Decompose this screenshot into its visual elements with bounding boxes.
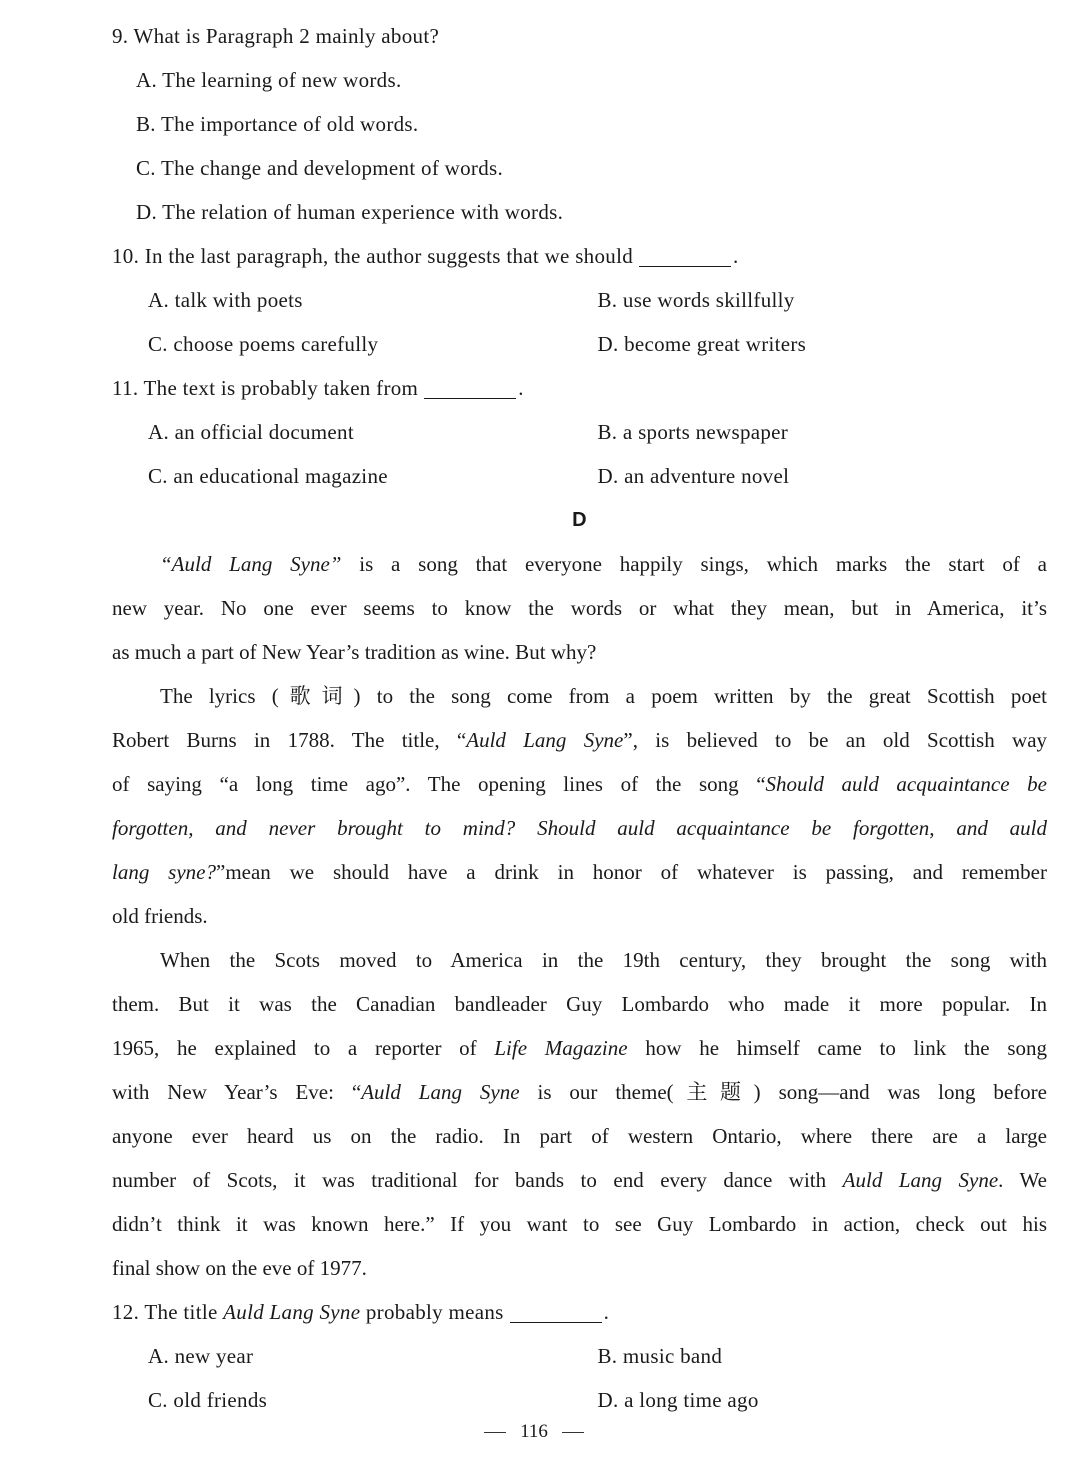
question-12: 12. The title Auld Lang Syne probably means . (112, 1300, 610, 1324)
passage-paragraph-2 (112, 674, 1047, 938)
passage-line: them. But it was the Canadian bandleader Guy Lombardo who made it more popular. In (112, 992, 1047, 1016)
passage-line: final show on the eve of 1977. (112, 1256, 367, 1280)
question-11-option-c: C. an educational magazine (148, 464, 388, 488)
question-10-options-row-2 (112, 322, 1047, 366)
page-number: 116 (520, 1421, 548, 1442)
question-11-stem: 11. The text is probably taken from (112, 376, 419, 400)
passage-line: 1965, he explained to a reporter of Life Magazine how he himself came to link the song (112, 1036, 1047, 1060)
question-12-options-row-1 (112, 1334, 1047, 1378)
passage-line: “Auld Lang Syne” is a song that everyone happily sings, which marks the start of a (160, 552, 1047, 576)
question-9-stem: 9. What is Paragraph 2 mainly about? (112, 24, 440, 48)
passage-line: with New Year’s Eve: “Auld Lang Syne is our theme(主题) song—and was long before (112, 1080, 1047, 1104)
question-11-option-d: D. an adventure novel (597, 464, 790, 488)
passage-paragraph-3 (112, 938, 1047, 1290)
question-10-options-row-1 (112, 278, 1047, 322)
passage-line: old friends. (112, 904, 208, 928)
question-11 (112, 366, 1047, 410)
question-11-option-a: A. an official document (148, 420, 354, 444)
question-10 (112, 234, 1047, 278)
question-11-options-row-1 (112, 410, 1047, 454)
question-10-option-c: C. choose poems carefully (148, 332, 379, 356)
passage-line: new year. No one ever seems to know the words or what they mean, but in America, it’s (112, 596, 1047, 620)
question-11-option-b: B. a sports newspaper (597, 420, 789, 444)
passage-line: Robert Burns in 1788. The title, “Auld Lang Syne”, is believed to be an old Scottish way (112, 728, 1047, 752)
answer-blank (510, 1321, 602, 1323)
answer-blank (639, 265, 731, 267)
page-number-dash-left (484, 1432, 506, 1433)
page-number-footer (0, 1416, 1068, 1448)
question-11-options-row-2 (112, 454, 1047, 498)
passage-paragraph-1 (112, 542, 1047, 674)
passage-line: of saying “a long time ago”. The opening lines of the song “Should auld acquaintance be (112, 772, 1047, 796)
question-10-option-b: B. use words skillfully (597, 288, 795, 312)
passage-line: The lyrics (歌词) to the song come from a poem written by the great Scottish poet (160, 684, 1047, 708)
page-number-dash-right (562, 1432, 584, 1433)
passage-line: lang syne?”mean we should have a drink in honor of whatever is passing, and remember (112, 860, 1047, 884)
period: . (518, 376, 524, 400)
passage-line: When the Scots moved to America in the 19th century, they brought the song with (160, 948, 1047, 972)
passage-line: forgotten, and never brought to mind? Should auld acquaintance be forgotten, and auld (112, 816, 1047, 840)
passage-line: number of Scots, it was traditional for bands to end every dance with Auld Lang Syne. We (112, 1168, 1047, 1192)
passage-line: anyone ever heard us on the radio. In part of western Ontario, where there are a large (112, 1124, 1047, 1148)
question-9-option-a: A. The learning of new words. (136, 68, 402, 92)
song-title: “Auld Lang Syne” (160, 552, 342, 576)
document-page (112, 14, 1047, 1422)
question-9-option-c: C. The change and development of words. (136, 156, 504, 180)
question-10-option-d: D. become great writers (597, 332, 807, 356)
question-10-stem: 10. In the last paragraph, the author suggests that we should (112, 244, 634, 268)
period: . (733, 244, 739, 268)
question-12-option-a: A. new year (148, 1344, 254, 1368)
question-9-option-b: B. The importance of old words. (136, 112, 419, 136)
question-12-option-d: D. a long time ago (597, 1388, 759, 1412)
passage-line: as much a part of New Year’s tradition as wine. But why? (112, 640, 597, 664)
passage-line: didn’t think it was known here.” If you want to see Guy Lombardo in action, check out his (112, 1212, 1047, 1236)
period: . (603, 1300, 610, 1324)
question-9-option-d: D. The relation of human experience with words. (136, 200, 564, 224)
question-10-option-a: A. talk with poets (148, 288, 303, 312)
section-heading: D (572, 509, 587, 531)
answer-blank (424, 397, 516, 399)
question-12-option-b: B. music band (597, 1344, 723, 1368)
question-12-option-c: C. old friends (148, 1388, 268, 1412)
